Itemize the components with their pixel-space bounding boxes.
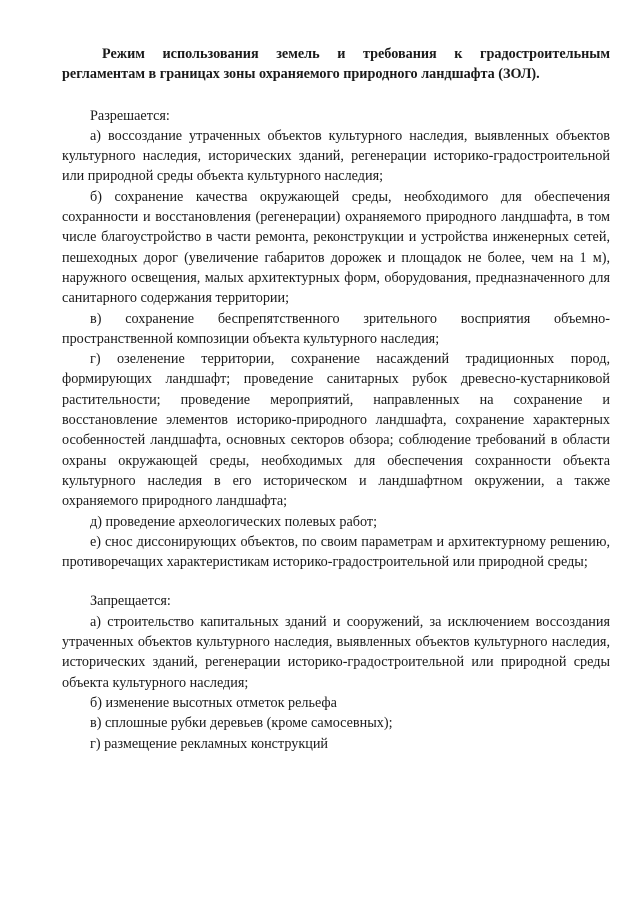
prohibited-item-g: г) размещение рекламных конструкций [90, 735, 329, 752]
allowed-item-e: е) снос диссонирующих объектов, по своим параметрам и архитектурному решению, противоречащих характеристикам историко-градостроительной или природной среды; [62, 533, 610, 571]
prohibited-heading: Запрещается: [90, 593, 171, 610]
prohibited-item-v: в) сплошные рубки деревьев (кроме самосевных); [90, 715, 393, 732]
section-spacer [62, 572, 610, 591]
prohibited-item-b: б) изменение высотных отметок рельефа [90, 694, 337, 711]
document-page [62, 44, 610, 754]
allowed-item-g: г) озеленение территории, сохранение насаждений традиционных пород, формирующих ландшафт; проведение санитарных рубок древесно-кустарниковой растительности; проведение мероприятий, направленных на сохранение и восстановление элементов историко-природного ландшафта, сохранение характерных особенностей ландшафта, основных секторов обзора; соблюдение требований в области охраны окружающей среды, необходимых для обеспечения сохранности объекта культурного наследия в его историческом и ландшафтном окружении, а также охраняемого природного ландшафта; [62, 351, 610, 510]
prohibited-item-a: а) строительство капитальных зданий и сооружений, за исключением воссоздания утраченных объектов культурного наследия, выявленных объектов культурного наследия, исторических зданий, регенерации историко-градостроительной или природной среды объекта культурного наследия; [62, 613, 610, 691]
allowed-item-d: д) проведение археологических полевых работ; [90, 513, 378, 530]
allowed-heading: Разрешается: [90, 107, 170, 124]
allowed-item-v: в) сохранение беспрепятственного зрительного восприятия объемно-пространственной композиции объекта культурного наследия; [62, 310, 610, 347]
allowed-item-a: а) воссоздание утраченных объектов культурного наследия, выявленных объектов культурного наследия, исторических зданий, регенерации историко-градостроительной или природной среды объекта культурного наследия; [62, 127, 610, 185]
document-title: Режим использования земель и требования к градостроительным регламентам в границах зоны охраняемого природного ландшафта (ЗОЛ). [62, 46, 610, 83]
allowed-item-b: б) сохранение качества окружающей среды, необходимого для обеспечения сохранности и восстановления (регенерации) охраняемого природного ландшафта, в том числе благоустройство в части ремонта, реконструкции и устройства инженерных сетей, пешеходных дорог (увеличение габаритов дорожек и площадок не более, чем на 1 м), наружного освещения, малых архитектурных форм, оборудования, предназначенного для санитарного содержания территории; [62, 188, 610, 307]
